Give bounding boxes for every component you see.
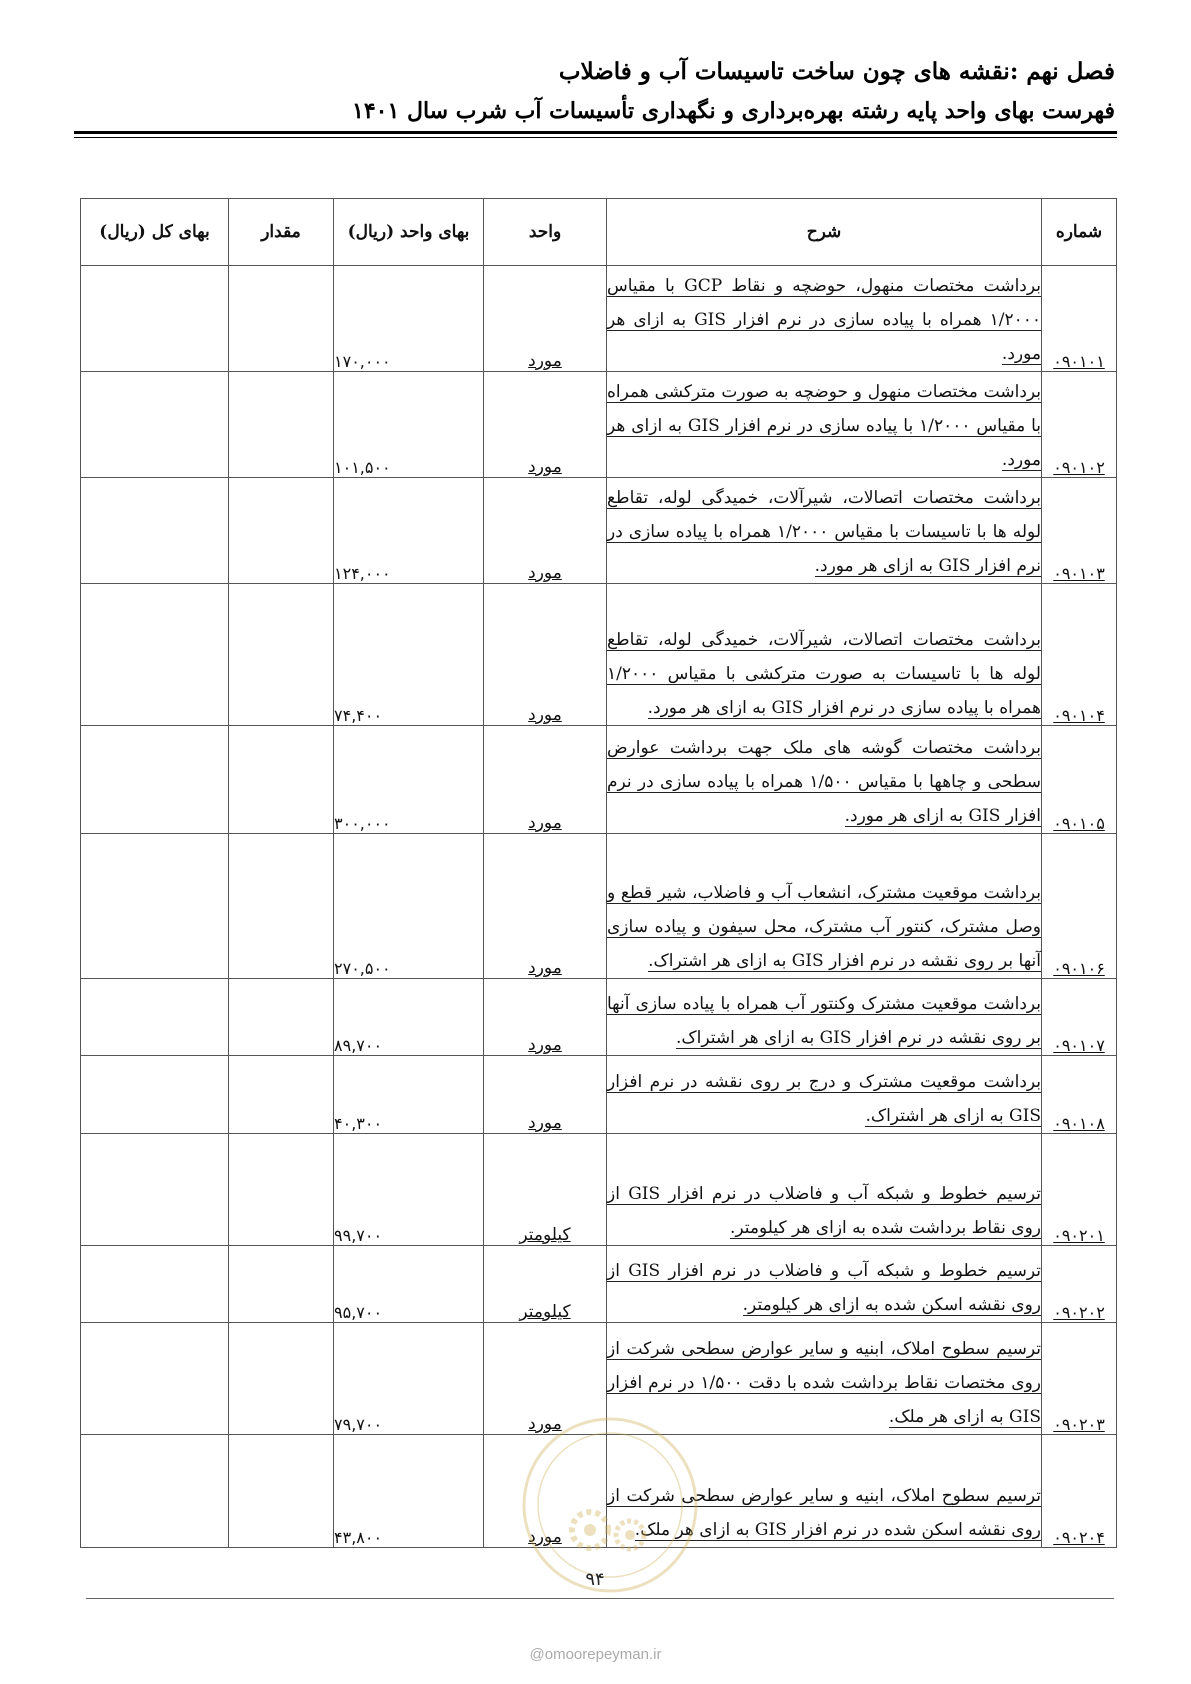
item-quantity: [229, 834, 334, 979]
item-unit-price: ۲۷۰,۵۰۰: [334, 834, 484, 979]
item-description: ترسیم خطوط و شبکه آب و فاضلاب در نرم افزار GIS از روی نقشه اسکن شده به ازای هر کیلومتر.: [607, 1246, 1042, 1323]
item-description: برداشت مختصات اتصالات، شیرآلات، خمیدگی لوله، تقاطع لوله ها با تاسیسات با مقیاس ۱/۲۰۰۰ همراه با پیاده سازی در نرم افزار GIS به ازای هر مورد.: [607, 478, 1042, 584]
item-code: ۰۹۰۱۰۲: [1042, 372, 1117, 478]
col-header-unit: واحد: [484, 199, 607, 266]
item-code: ۰۹۰۲۰۱: [1042, 1134, 1117, 1246]
item-unit: مورد: [484, 1435, 607, 1548]
item-unit-price: ۴۳,۸۰۰: [334, 1435, 484, 1548]
item-quantity: [229, 584, 334, 726]
item-unit-price: ۴۰,۳۰۰: [334, 1056, 484, 1134]
item-total: [81, 834, 229, 979]
col-header-unit-price: بهای واحد (ریال): [334, 199, 484, 266]
item-total: [81, 1323, 229, 1435]
item-quantity: [229, 726, 334, 834]
col-header-quantity: مقدار: [229, 199, 334, 266]
item-quantity: [229, 1134, 334, 1246]
table-row: [81, 584, 1117, 726]
footer-rule: [86, 1598, 1114, 1599]
col-header-code: شماره: [1042, 199, 1117, 266]
item-unit-price: ۳۰۰,۰۰۰: [334, 726, 484, 834]
item-total: [81, 1246, 229, 1323]
item-quantity: [229, 266, 334, 372]
item-unit-price: ۸۹,۷۰۰: [334, 979, 484, 1056]
item-quantity: [229, 1056, 334, 1134]
item-unit: مورد: [484, 726, 607, 834]
table-row: [81, 266, 1117, 372]
item-code: ۰۹۰۱۰۸: [1042, 1056, 1117, 1134]
table-row: [81, 1246, 1117, 1323]
item-unit-price: ۱۰۱,۵۰۰: [334, 372, 484, 478]
item-code: ۰۹۰۱۰۷: [1042, 979, 1117, 1056]
item-code: ۰۹۰۱۰۱: [1042, 266, 1117, 372]
table-row: [81, 979, 1117, 1056]
table-row: [81, 1056, 1117, 1134]
table-row: [81, 726, 1117, 834]
item-quantity: [229, 979, 334, 1056]
item-total: [81, 584, 229, 726]
table-row: [81, 834, 1117, 979]
col-header-total-price: بهای کل (ریال): [81, 199, 229, 266]
item-code: ۰۹۰۲۰۲: [1042, 1246, 1117, 1323]
item-total: [81, 979, 229, 1056]
item-description: برداشت موقعیت مشترک وکنتور آب همراه با پیاده سازی آنها بر روی نقشه در نرم افزار GIS به ازای هر اشتراک.: [607, 979, 1042, 1056]
watermark-seal-icon: [520, 1415, 700, 1595]
item-unit-price: ۹۹,۷۰۰: [334, 1134, 484, 1246]
item-unit-price: ۷۹,۷۰۰: [334, 1323, 484, 1435]
item-unit: مورد: [484, 834, 607, 979]
item-unit: کیلومتر: [484, 1246, 607, 1323]
item-total: [81, 1056, 229, 1134]
item-quantity: [229, 1435, 334, 1548]
item-total: [81, 266, 229, 372]
table-row: [81, 1134, 1117, 1246]
item-unit: مورد: [484, 372, 607, 478]
item-unit: مورد: [484, 266, 607, 372]
item-code: ۰۹۰۲۰۳: [1042, 1323, 1117, 1435]
item-description: ترسیم سطوح املاک، ابنیه و سایر عوارض سطحی شرکت از روی مختصات نقاط برداشت شده با دقت ۱/۵۰۰ در نرم افزار GIS به ازای هر ملک.: [607, 1323, 1042, 1435]
item-unit: مورد: [484, 1056, 607, 1134]
item-description: برداشت مختصات اتصالات، شیرآلات، خمیدگی لوله، تقاطع لوله ها با تاسیسات به صورت مترکشی با مقیاس ۱/۲۰۰۰ همراه با پیاده سازی در نرم افزار GIS به ازای هر مورد.: [607, 584, 1042, 726]
item-quantity: [229, 1246, 334, 1323]
page-number: ۹۴: [585, 1569, 605, 1590]
price-list-table: [80, 198, 1117, 1548]
item-total: [81, 372, 229, 478]
item-description: ترسیم خطوط و شبکه آب و فاضلاب در نرم افزار GIS از روی نقاط برداشت شده به ازای هر کیلومتر.: [607, 1134, 1042, 1246]
item-unit: کیلومتر: [484, 1134, 607, 1246]
item-total: [81, 726, 229, 834]
item-unit-price: ۱۷۰,۰۰۰: [334, 266, 484, 372]
item-unit: مورد: [484, 979, 607, 1056]
item-code: ۰۹۰۱۰۴: [1042, 584, 1117, 726]
item-code: ۰۹۰۱۰۵: [1042, 726, 1117, 834]
item-unit: مورد: [484, 1323, 607, 1435]
item-total: [81, 478, 229, 584]
item-total: [81, 1134, 229, 1246]
item-unit-price: ۷۴,۴۰۰: [334, 584, 484, 726]
item-description: برداشت مختصات منهول و حوضچه به صورت مترکشی همراه با مقیاس ۱/۲۰۰۰ با پیاده سازی در نرم افزار GIS به ازای هر مورد.: [607, 372, 1042, 478]
item-description: برداشت موقعیت مشترک، انشعاب آب و فاضلاب، شیر قطع و وصل مشترک، کنتور آب مشترک، محل سیفون و پیاده سازی آنها بر روی نقشه در نرم افزار GIS به ازای هر اشتراک.: [607, 834, 1042, 979]
item-description: برداشت مختصات منهول، حوضچه و نقاط GCP با مقیاس ۱/۲۰۰۰ همراه با پیاده سازی در نرم افزار GIS به ازای هر مورد.: [607, 266, 1042, 372]
chapter-title: فصل نهم :نقشه های چون ساخت تاسیسات آب و فاضلاب: [558, 58, 1115, 85]
item-unit-price: ۹۵,۷۰۰: [334, 1246, 484, 1323]
item-quantity: [229, 372, 334, 478]
item-quantity: [229, 1323, 334, 1435]
table-row: [81, 372, 1117, 478]
header-rule-thin: [74, 137, 1117, 138]
item-code: ۰۹۰۲۰۴: [1042, 1435, 1117, 1548]
item-description: برداشت مختصات گوشه های ملک جهت برداشت عوارض سطحی و چاهها با مقیاس ۱/۵۰۰ همراه با پیاده سازی در نرم افزار GIS به ازای هر مورد.: [607, 726, 1042, 834]
item-unit-price: ۱۲۴,۰۰۰: [334, 478, 484, 584]
document-subtitle: فهرست بهای واحد پایه رشته بهره‌برداری و نگهداری تأسیسات آب شرب سال ۱۴۰۱: [352, 98, 1115, 124]
item-quantity: [229, 478, 334, 584]
item-description: برداشت موقعیت مشترک و درج بر روی نقشه در نرم افزار GIS به ازای هر اشتراک.: [607, 1056, 1042, 1134]
table-row: [81, 478, 1117, 584]
header-rule-thick: [74, 131, 1117, 134]
item-description: ترسیم سطوح املاک، ابنیه و سایر عوارض سطحی شرکت از روی نقشه اسکن شده در نرم افزار GIS به ازای هر ملک.: [607, 1435, 1042, 1548]
col-header-description: شرح: [607, 199, 1042, 266]
item-total: [81, 1435, 229, 1548]
watermark-url: @omoorepeyman.ir: [529, 1646, 662, 1663]
item-unit: مورد: [484, 584, 607, 726]
item-code: ۰۹۰۱۰۳: [1042, 478, 1117, 584]
item-unit: مورد: [484, 478, 607, 584]
table-header-row: [81, 199, 1117, 266]
item-code: ۰۹۰۱۰۶: [1042, 834, 1117, 979]
